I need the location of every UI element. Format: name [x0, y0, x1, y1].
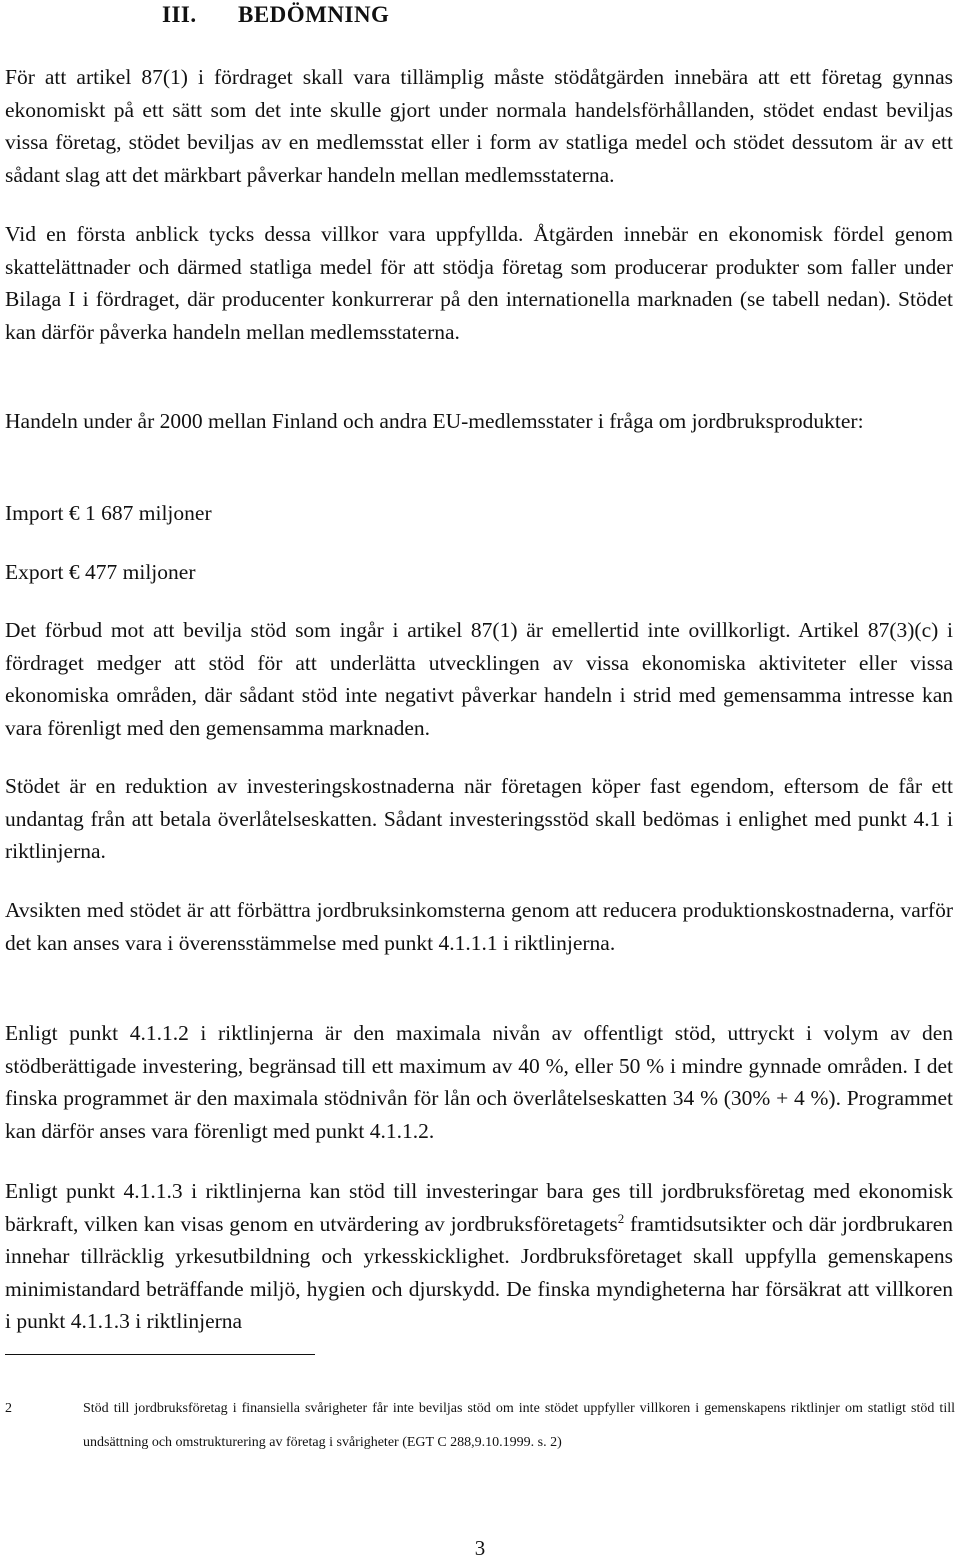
paragraph-point-4-1-1-2: Enligt punkt 4.1.1.2 i riktlinjerna är den maximala nivån av offentligt stöd, uttryckt i volym av den stödberättigade investering, begränsad till ett maximum av 40 %, eller 50 % i mindre gynnade områden. I det finska programmet är den maximala stödnivån för lån och överlåtelseskatten 34 % (30% + 4 %). Programmet kan därför anses vara förenligt med punkt 4.1.1.2.: [5, 1021, 953, 1143]
import-figure: Import € 1 687 miljoner: [5, 501, 212, 525]
footnote-text: Stöd till jordbruksföretag i finansiella svårigheter får inte beviljas stöd om inte stödet uppfyller villkoren i gemenskapens riktlinjer om statligt stöd till undsättning och omstrukturering av företag i svårigheter (EGT C 288,9.10.1999. s. 2): [83, 1401, 955, 1450]
export-figure: Export € 477 miljoner: [5, 560, 196, 584]
paragraph-text-part-2: framtidsutsikter och där jordbrukaren innehar tillräcklig yrkesutbildning och yrkesskicklighet. Jordbruksföretaget skall uppfylla gemenskapens minimistandard beträffande miljö, hygien och djurskydd. De finska myndigheterna har försäkrat att villkoren i punkt 4.1.1.3 i riktlinjerna: [5, 1211, 954, 1333]
paragraph-text-part-1: Enligt punkt 4.1.1.3 i riktlinjerna kan stöd till investeringar bara ges till jordbruksföretag med ekonomisk bärkraft, vilken kan visas genom en utvärdering av jordbruksföretagets: [5, 1179, 953, 1236]
footnote-separator: [5, 1354, 315, 1355]
footnote-reference[interactable]: 2: [617, 1210, 625, 1226]
section-number: III.: [162, 2, 197, 27]
section-title: BEDÖMNING: [238, 2, 390, 27]
footnote-number: 2: [5, 1401, 12, 1416]
paragraph-purpose: Avsikten med stödet är att förbättra jordbruksinkomsterna genom att reducera produktionskostnaderna, varför det kan anses vara i överensstämmelse med punkt 4.1.1.1 i riktlinjerna.: [5, 898, 953, 955]
page-number: 3: [474, 1536, 486, 1560]
paragraph-article-87-conditions: För att artikel 87(1) i fördraget skall vara tillämplig måste stödåtgärden innebära att ett företag gynnas ekonomiskt på ett sätt som det inte skulle gjort under normala handelsförhållanden, stödet endast beviljas vissa företag, stödet beviljas av en medlemsstat eller i form av statliga medel och stödet dessutom är av ett sådant slag att det märkbart påverkar handeln mellan medlemsstaterna.: [5, 65, 953, 187]
paragraph-article-87-3c: Det förbud mot att bevilja stöd som ingår i artikel 87(1) är emellertid inte ovillkorligt. Artikel 87(3)(c) i fördraget medger att stöd för att underlätta utvecklingen av vissa ekonomiska aktiviteter eller vissa ekonomiska områden, där sådant stöd inte negativt påverkar handeln i strid med gemensamma intresse kan vara förenligt med den gemensamma marknaden.: [5, 618, 953, 740]
paragraph-trade-intro: Handeln under år 2000 mellan Finland och andra EU-medlemsstater i fråga om jordbruksprodukter:: [5, 409, 864, 433]
paragraph-conditions-fulfilled: Vid en första anblick tycks dessa villkor vara uppfyllda. Åtgärden innebär en ekonomisk fördel genom skattelättnader och därmed statliga medel för att stödja företag som producerar produkter som faller under Bilaga I i fördraget, där producenter konkurrerar på den internationella marknaden (se tabell nedan). Stödet kan därför påverka handeln mellan medlemsstaterna.: [5, 222, 953, 344]
section-heading: [162, 2, 389, 28]
paragraph-investment-aid: Stödet är en reduktion av investeringskostnaderna när företagen köper fast egendom, eftersom de får ett undantag från att betala överlåtelseskatten. Sådant investeringsstöd skall bedömas i enlighet med punkt 4.1 i riktlinjerna.: [5, 774, 953, 863]
paragraph-point-4-1-1-3: [5, 1175, 953, 1338]
